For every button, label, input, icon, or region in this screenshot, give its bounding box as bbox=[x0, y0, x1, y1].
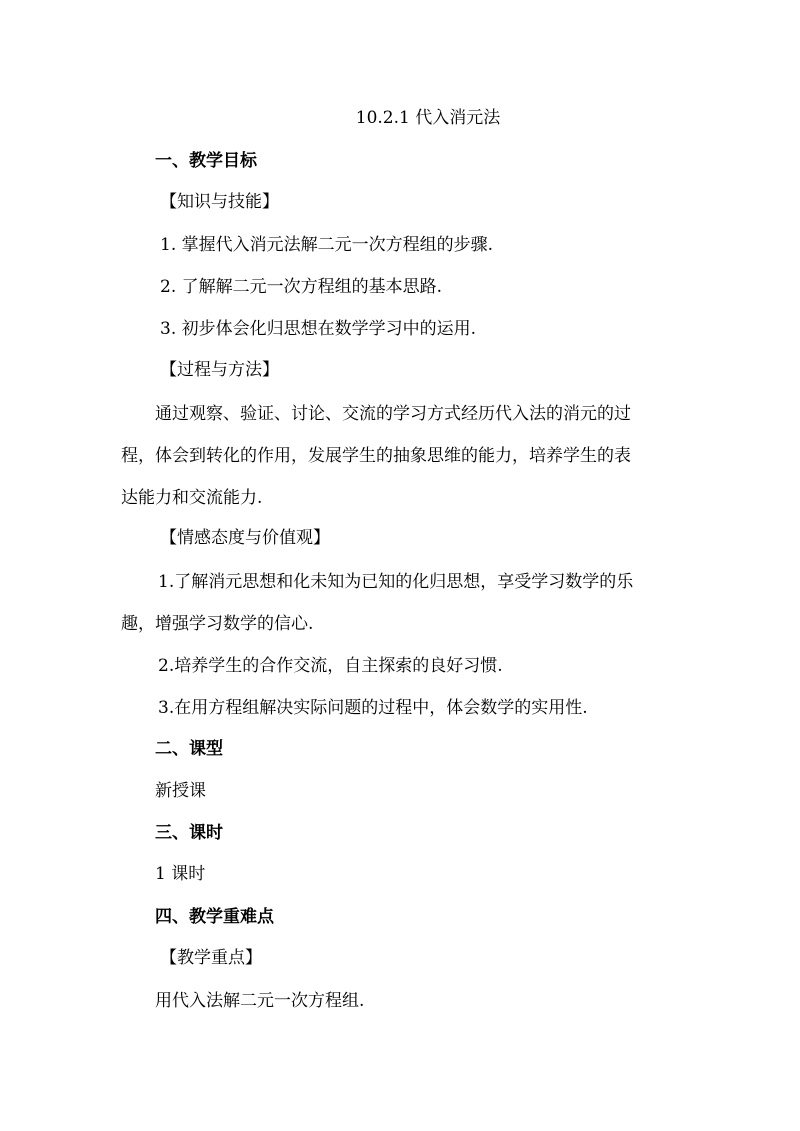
attitude-item-1-line-2: 趣，增强学习数学的信心. bbox=[121, 614, 314, 634]
knowledge-item-3: 3. 初步体会化归思想在数学学习中的运用. bbox=[160, 319, 477, 339]
teaching-key-content: 用代入法解二元一次方程组. bbox=[155, 991, 365, 1011]
section-heading-key-difficult: 四、教学重难点 bbox=[155, 907, 274, 927]
knowledge-item-1: 1. 掌握代入消元法解二元一次方程组的步骤. bbox=[160, 235, 494, 255]
process-paragraph-line-1: 通过观察、验证、讨论、交流的学习方式经历代入法的消元的过 bbox=[155, 404, 631, 424]
label-attitude-values: 【情感态度与价值观】 bbox=[160, 528, 330, 548]
section-heading-lesson-type: 二、课型 bbox=[155, 739, 223, 759]
attitude-item-2: 2.培养学生的合作交流，自主探索的良好习惯. bbox=[158, 656, 503, 676]
document-title: 10.2.1 代入消元法 bbox=[355, 108, 501, 128]
attitude-item-3: 3.在用方程组解决实际问题的过程中，体会数学的实用性. bbox=[158, 698, 588, 718]
attitude-item-1-line-1: 1.了解消元思想和化未知为已知的化归思想，享受学习数学的乐 bbox=[158, 572, 634, 592]
process-paragraph-line-3: 达能力和交流能力. bbox=[121, 488, 263, 508]
label-process-methods: 【过程与方法】 bbox=[160, 360, 279, 380]
lesson-type-content: 新授课 bbox=[155, 781, 206, 801]
section-heading-objectives: 一、教学目标 bbox=[155, 151, 257, 171]
class-hours-content: 1 课时 bbox=[155, 864, 206, 884]
knowledge-item-2: 2. 了解解二元一次方程组的基本思路. bbox=[160, 277, 443, 297]
process-paragraph-line-2: 程，体会到转化的作用，发展学生的抽象思维的能力，培养学生的表 bbox=[121, 446, 631, 466]
label-knowledge-skills: 【知识与技能】 bbox=[160, 192, 279, 212]
section-heading-class-hours: 三、课时 bbox=[155, 823, 223, 843]
label-teaching-key: 【教学重点】 bbox=[160, 948, 262, 968]
